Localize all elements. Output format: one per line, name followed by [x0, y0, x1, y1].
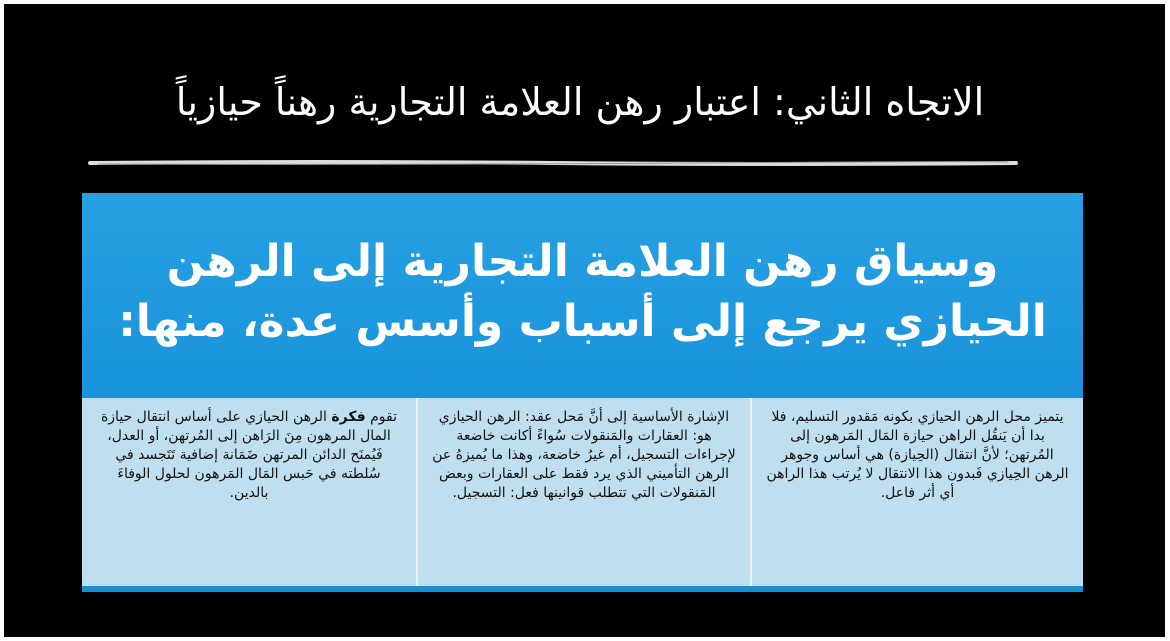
column-3	[82, 398, 416, 586]
slide-title: الاتجاه الثاني: اعتبار رهن العلامة التجارية رهناً حيازياً	[175, 80, 985, 124]
column-1	[750, 398, 1083, 586]
bottom-accent-bar	[82, 586, 1083, 592]
column-2	[416, 398, 750, 586]
headline-text: وسياق رهن العلامة التجارية إلى الرهن الحيازي يرجع إلى أسباب وأسس عدة، منها:	[118, 236, 1047, 347]
column-3-text-before: تقوم	[365, 409, 398, 425]
column-1-text: يتميز محل الرهن الحيازي بكونه مَقدور التسليم، فلا بدا أن يَنقُل الراهن حيازة المَال المَرهون إلى المُرتهن؛ لأنَّ انتقال (الحِيازة) هي أساس وجوهر الرهن الحِيازي فَبدون هذا الانتقال لا يُرتب هذا الراهن أي أثر فاعل.	[766, 409, 1069, 501]
column-2-text: الإشارة الأساسية إلى أنَّ مَحل عقد: الرهن الحيازي هو: العقارات والمَنقولات سُواءً أكانت خاضعة لإجراءات التسجيل، أم غيرُ خاضعة، وهذا ما يُميزهُ عن الرهن التأميني الذي يرد فقط على العقارات وبعض المَنقولات التي تتطلب قوانينها فعل: التسجيل.	[432, 409, 736, 501]
column-3-text-after: الرهن الحيازي على أساس انتقال حيازة المال المرهون مِنَ الرَاهن إلى المُرتهن، أو العدل، فَيُمنَح الدائن المرتهن ضَمَانة إضافية تَتَجسد في سُلطته في حَبس المَال المَرهون لحلول الوفاءَ بالدين.	[100, 409, 391, 501]
columns-band	[82, 398, 1083, 586]
title-underline	[88, 160, 1018, 166]
column-3-text-bold: فكرة	[331, 409, 366, 425]
